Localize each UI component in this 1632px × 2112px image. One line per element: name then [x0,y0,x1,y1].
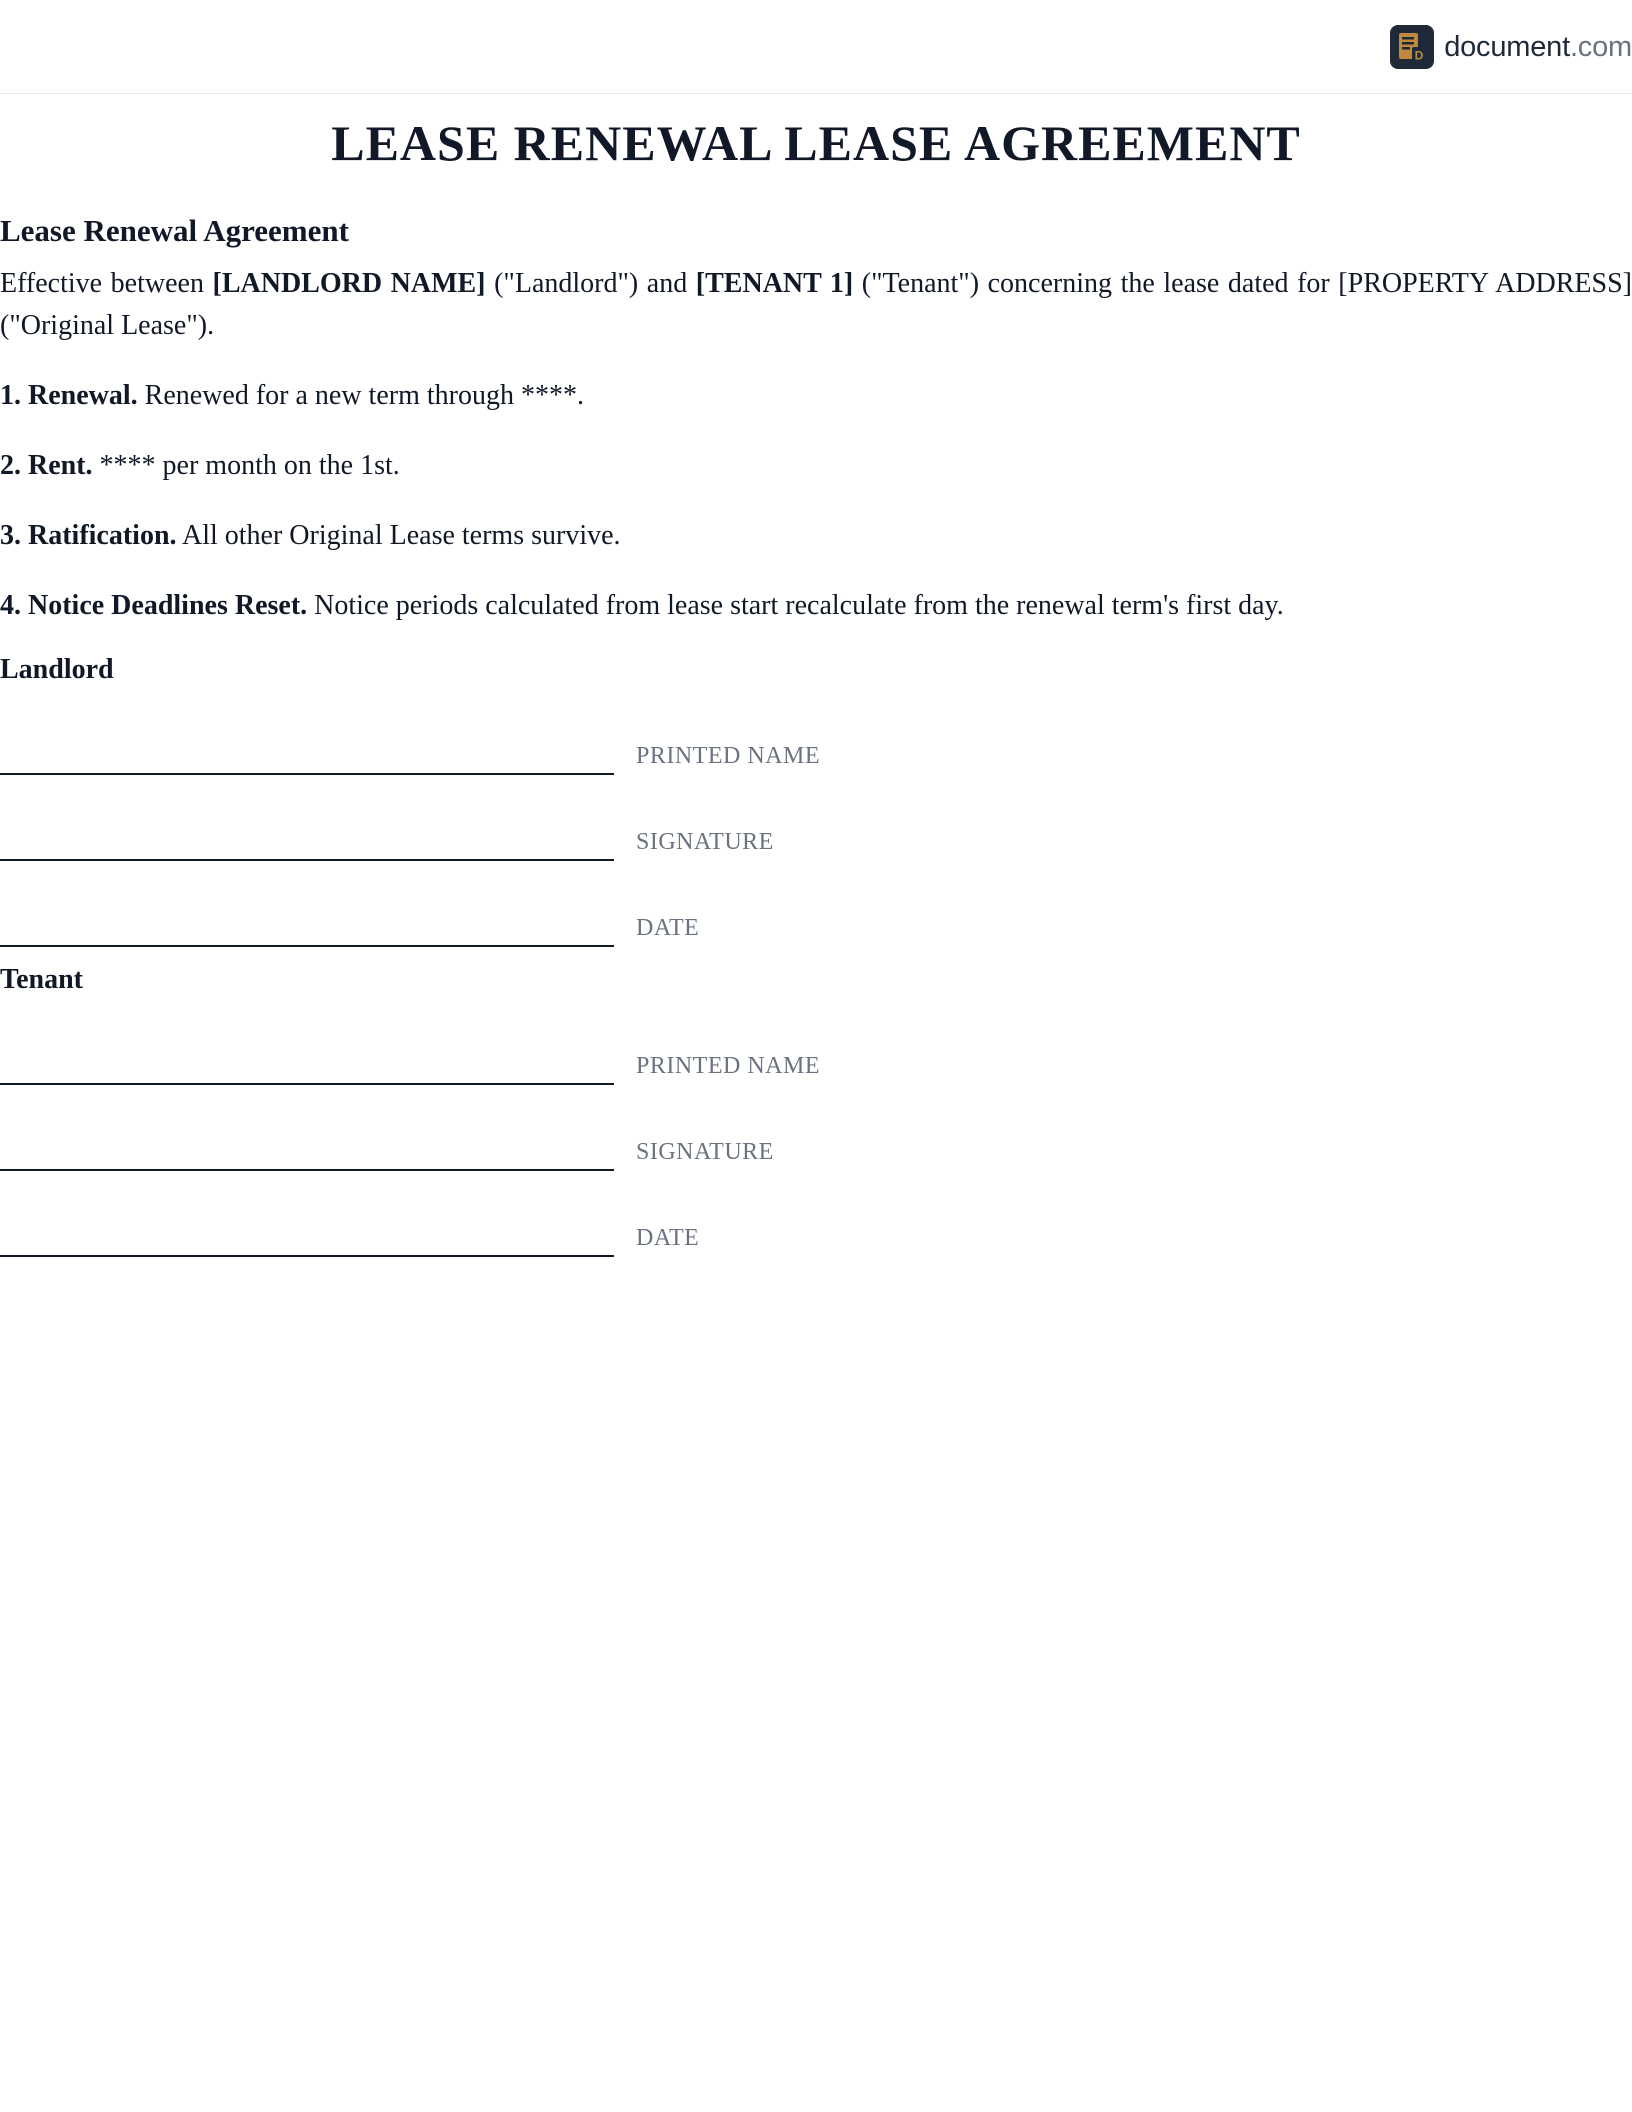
tenant-date-row[interactable] [0,1171,1632,1257]
clause-text: **** per month on the 1st. [92,450,400,481]
intro-text-2: ("Landlord") and [485,268,696,299]
landlord-date-row[interactable] [0,861,1632,947]
brand-wordmark [1444,30,1632,63]
field-label: PRINTED NAME [636,743,820,769]
clause-text: All other Original Lease terms survive. [176,520,621,551]
clause-label: 1. Renewal. [0,380,138,411]
document-title: LEASE RENEWAL LEASE AGREEMENT [331,115,1301,171]
tenant-printed-name-row[interactable] [0,999,1632,1085]
clause-text: Renewed for a new term through ****. [137,380,584,411]
document-logo-icon [1390,25,1434,69]
tenant-name-placeholder: [TENANT 1] [695,268,854,299]
intro-paragraph [0,263,1632,347]
clause-renewal [0,375,1632,417]
intro-text-3: ("Tenant") concerning the lease dated for [PROPERTY ADDRESS] ("Original Lease"). [0,268,1632,341]
intro-text-1: Effective between [0,268,213,299]
clause-rent [0,445,1632,487]
landlord-name-placeholder: [LANDLORD NAME] [212,268,486,299]
landlord-heading: Landlord [0,654,114,685]
signature-line[interactable] [0,1255,614,1257]
clause-label: 2. Rent. [0,450,93,481]
field-label: DATE [636,915,700,941]
signature-line[interactable] [0,945,614,947]
field-label: SIGNATURE [636,1139,774,1165]
landlord-printed-name-row[interactable] [0,689,1632,775]
tenant-signature-row[interactable] [0,1085,1632,1171]
clause-label: 3. Ratification. [0,520,177,551]
document-body [0,93,1632,1257]
brand-logo[interactable] [1390,24,1632,70]
header-bar [0,0,1632,94]
clause-ratification [0,515,1632,557]
landlord-signature-row[interactable] [0,775,1632,861]
tenant-heading: Tenant [0,964,84,995]
field-label: PRINTED NAME [636,1053,820,1079]
clause-notice-deadlines [0,585,1632,627]
clause-text: Notice periods calculated from lease start recalculate from the renewal term's first day. [307,590,1284,621]
svg-text:D: D [1414,48,1424,63]
section-heading: Lease Renewal Agreement [0,213,349,248]
field-label: SIGNATURE [636,829,774,855]
clause-label: 4. Notice Deadlines Reset. [0,590,308,621]
brand-name: document [1444,30,1570,63]
brand-tld: .com [1569,30,1632,63]
field-label: DATE [636,1225,700,1251]
